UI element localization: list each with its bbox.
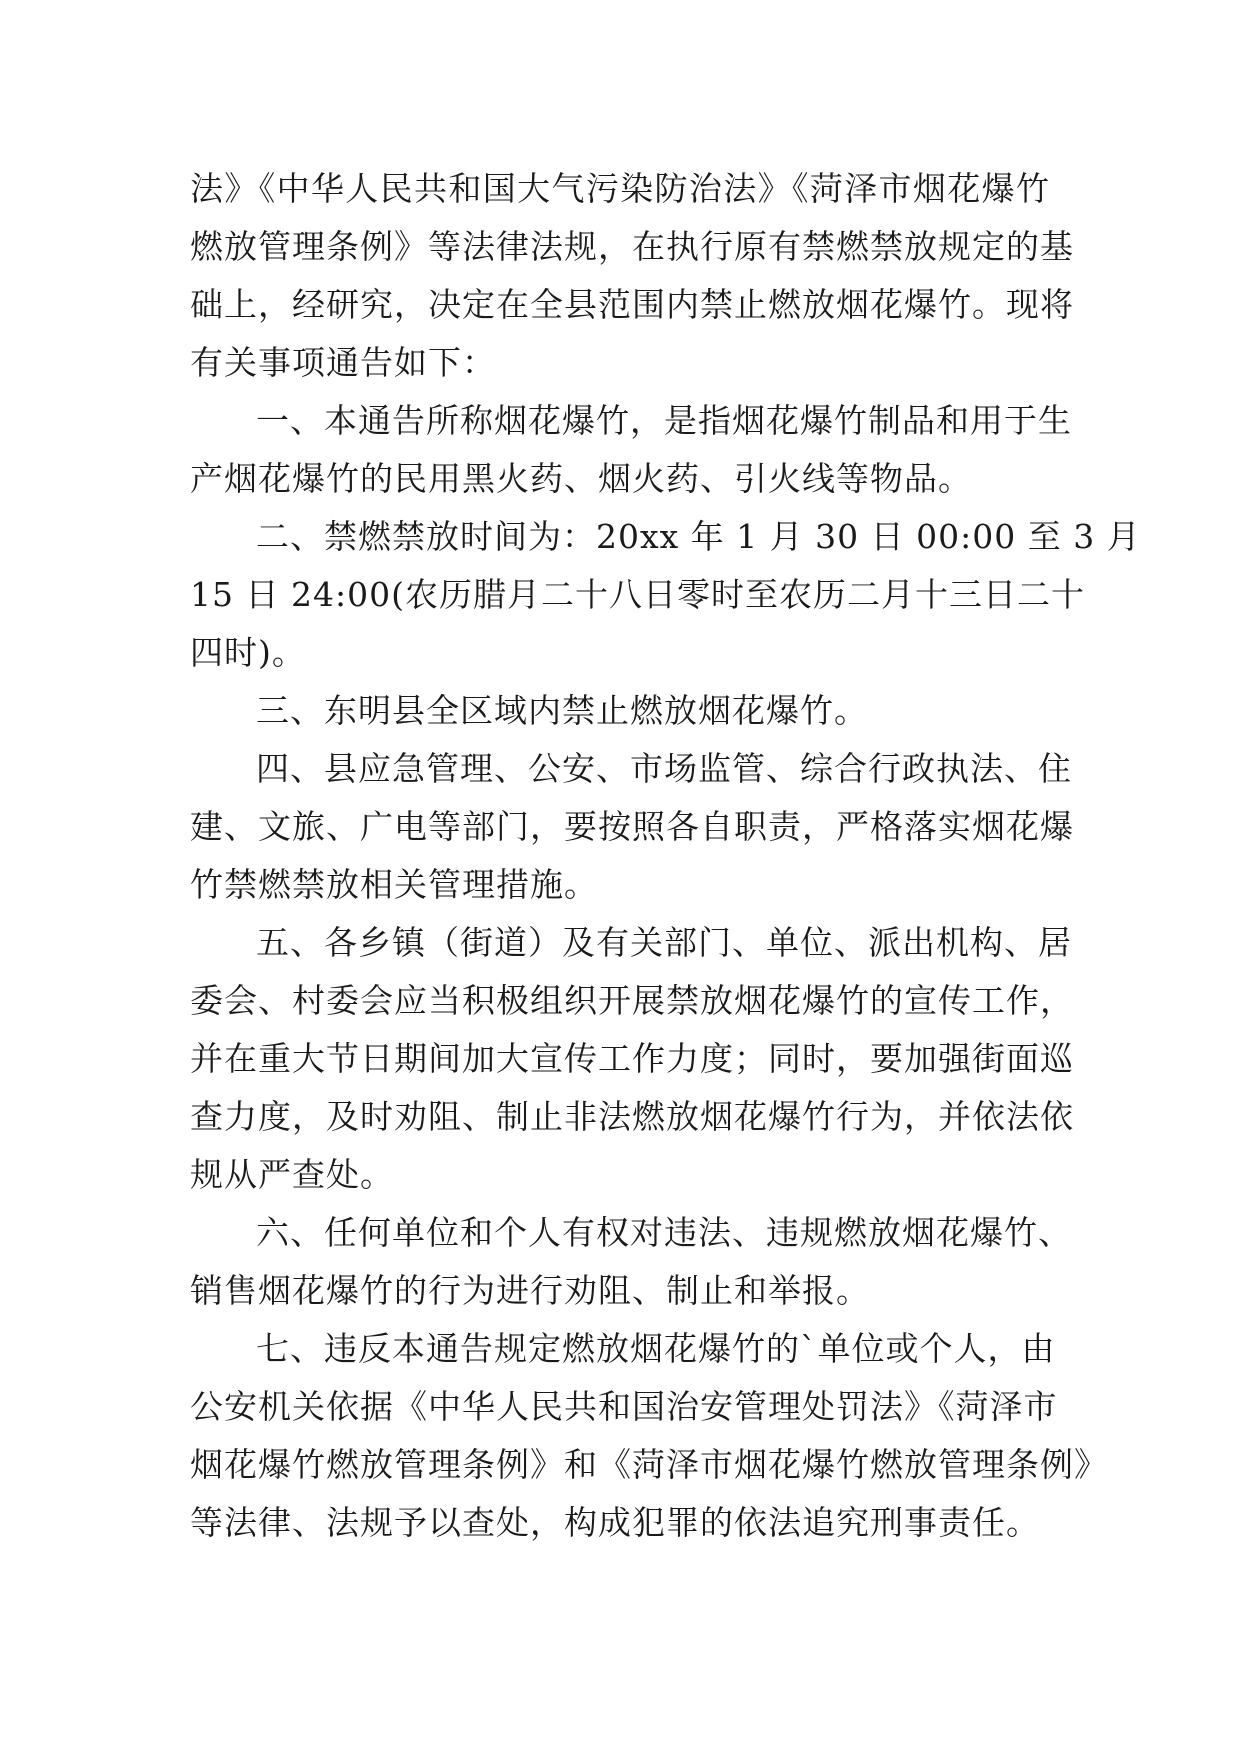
- text-line: 一、本通告所称烟花爆竹，是指烟花爆竹制品和用于生: [256, 401, 1072, 440]
- text-line: 产烟花爆竹的民用黑火药、烟火药、引火线等物品。: [190, 459, 972, 498]
- text-line: 查力度，及时劝阻、制止非法燃放烟花爆竹行为，并依法依: [190, 1097, 1074, 1136]
- notice-body-text: [190, 160, 1141, 1552]
- text-line: 四时)。: [190, 633, 306, 672]
- text-line: 15 日 24:00(农历腊月二十八日零时至农历二月十三日二十: [190, 575, 1085, 614]
- text-line: 委会、村委会应当积极组织开展禁放烟花爆竹的宣传工作，: [190, 981, 1074, 1020]
- text-line: 公安机关依据《中华人民共和国治安管理处罚法》《菏泽市: [190, 1387, 1058, 1426]
- text-line: 烟花爆竹燃放管理条例》和《菏泽市烟花爆竹燃放管理条例》: [190, 1445, 1108, 1484]
- text-line: 等法律、法规予以查处，构成犯罪的依法追究刑事责任。: [190, 1503, 1040, 1542]
- text-line: 五、各乡镇（街道）及有关部门、单位、派出机构、居: [256, 923, 1072, 962]
- text-line: 竹禁燃禁放相关管理措施。: [190, 865, 598, 904]
- text-line: 并在重大节日期间加大宣传工作力度；同时，要加强街面巡: [190, 1039, 1074, 1078]
- text-line: 有关事项通告如下：: [190, 343, 496, 382]
- text-line: 法》《中华人民共和国大气污染防治法》《菏泽市烟花爆竹: [190, 169, 1050, 208]
- text-line: 燃放管理条例》等法律法规，在执行原有禁燃禁放规定的基: [190, 227, 1074, 266]
- text-line: 七、违反本通告规定燃放烟花爆竹的`单位或个人，由: [256, 1329, 1056, 1368]
- text-line: 销售烟花爆竹的行为进行劝阻、制止和举报。: [190, 1271, 870, 1310]
- text-line: 二、禁燃禁放时间为：20xx 年 1 月 30 日 00:00 至 3 月: [256, 517, 1141, 556]
- text-line: 六、任何单位和个人有权对违法、违规燃放烟花爆竹、: [256, 1213, 1072, 1252]
- text-line: 四、县应急管理、公安、市场监管、综合行政执法、住: [256, 749, 1072, 788]
- text-line: 础上，经研究，决定在全县范围内禁止燃放烟花爆竹。现将: [190, 285, 1074, 324]
- text-line: 建、文旅、广电等部门，要按照各自职责，严格落实烟花爆: [190, 807, 1074, 846]
- text-line: 规从严查处。: [190, 1155, 394, 1194]
- text-line: 三、东明县全区域内禁止燃放烟花爆竹。: [256, 691, 868, 730]
